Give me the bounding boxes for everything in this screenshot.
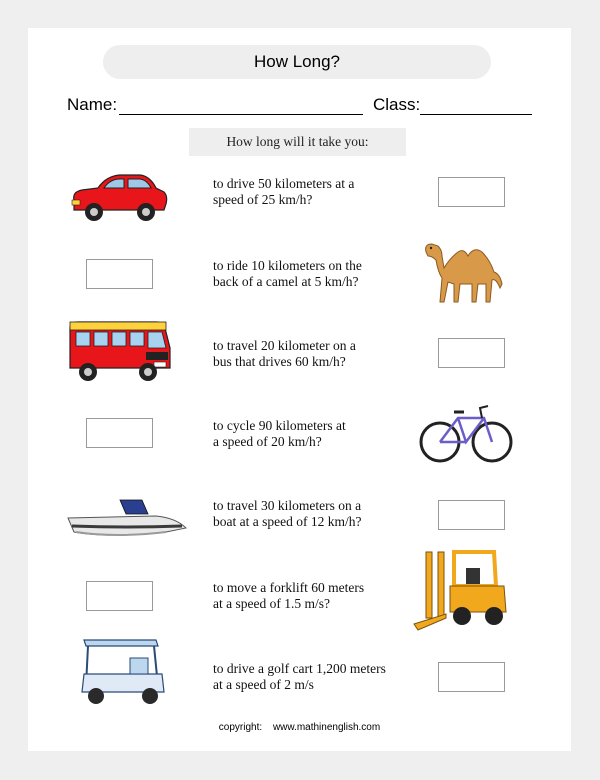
question-2: [213, 258, 413, 290]
question-3: [213, 338, 413, 370]
name-field[interactable]: [119, 114, 363, 115]
class-label: Class:: [373, 95, 421, 114]
golf-cart-icon: [78, 634, 168, 710]
camel-icon: [420, 238, 514, 308]
copyright-label: copyright:: [218, 722, 263, 733]
car-icon: [68, 170, 170, 224]
boat-icon: [66, 496, 188, 542]
bicycle-icon: [418, 400, 514, 464]
question-1: [213, 176, 413, 208]
forklift-icon: [412, 546, 512, 636]
answer-box-7[interactable]: [438, 662, 505, 692]
question-6-line-2: at a speed of 1.5 m/s?: [213, 596, 330, 611]
question-7: [213, 661, 413, 693]
copyright-footer: [28, 722, 571, 733]
answer-box-6[interactable]: [86, 581, 153, 611]
worksheet: [28, 28, 571, 751]
question-5-line-2: boat at a speed of 12 km/h?: [213, 514, 362, 529]
question-1-line-1: to drive 50 kilometers at a: [213, 176, 355, 191]
question-7-line-2: at a speed of 2 m/s: [213, 677, 314, 692]
answer-box-4[interactable]: [86, 418, 153, 448]
question-4-line-2: a speed of 20 km/h?: [213, 434, 322, 449]
bus-icon: [66, 318, 174, 386]
answer-box-2[interactable]: [86, 259, 153, 289]
question-1-line-2: speed of 25 km/h?: [213, 192, 313, 207]
answer-box-3[interactable]: [438, 338, 505, 368]
name-class-row: [67, 95, 537, 117]
name-label: Name:: [67, 95, 118, 114]
copyright-site[interactable]: www.mathinenglish.com: [272, 722, 381, 733]
question-3-line-2: bus that drives 60 km/h?: [213, 354, 346, 369]
question-5-line-1: to travel 30 kilometers on a: [213, 498, 362, 513]
question-4-line-1: to cycle 90 kilometers at: [213, 418, 346, 433]
answer-box-1[interactable]: [438, 177, 505, 207]
answer-box-5[interactable]: [438, 500, 505, 530]
worksheet-title: [103, 45, 491, 79]
question-4: [213, 418, 413, 450]
class-field[interactable]: [420, 114, 532, 115]
question-6-line-1: to move a forklift 60 meters: [213, 580, 365, 595]
question-2-line-1: to ride 10 kilometers on the: [213, 258, 362, 273]
title-text: How Long?: [253, 52, 340, 71]
question-7-line-1: to drive a golf cart 1,200 meters: [213, 661, 386, 676]
question-3-line-1: to travel 20 kilometer on a: [213, 338, 356, 353]
prompt-text: How long will it take you:: [226, 134, 369, 149]
prompt-banner: [189, 128, 406, 156]
question-2-line-2: back of a camel at 5 km/h?: [213, 274, 359, 289]
question-6: [213, 580, 413, 612]
question-5: [213, 498, 413, 530]
